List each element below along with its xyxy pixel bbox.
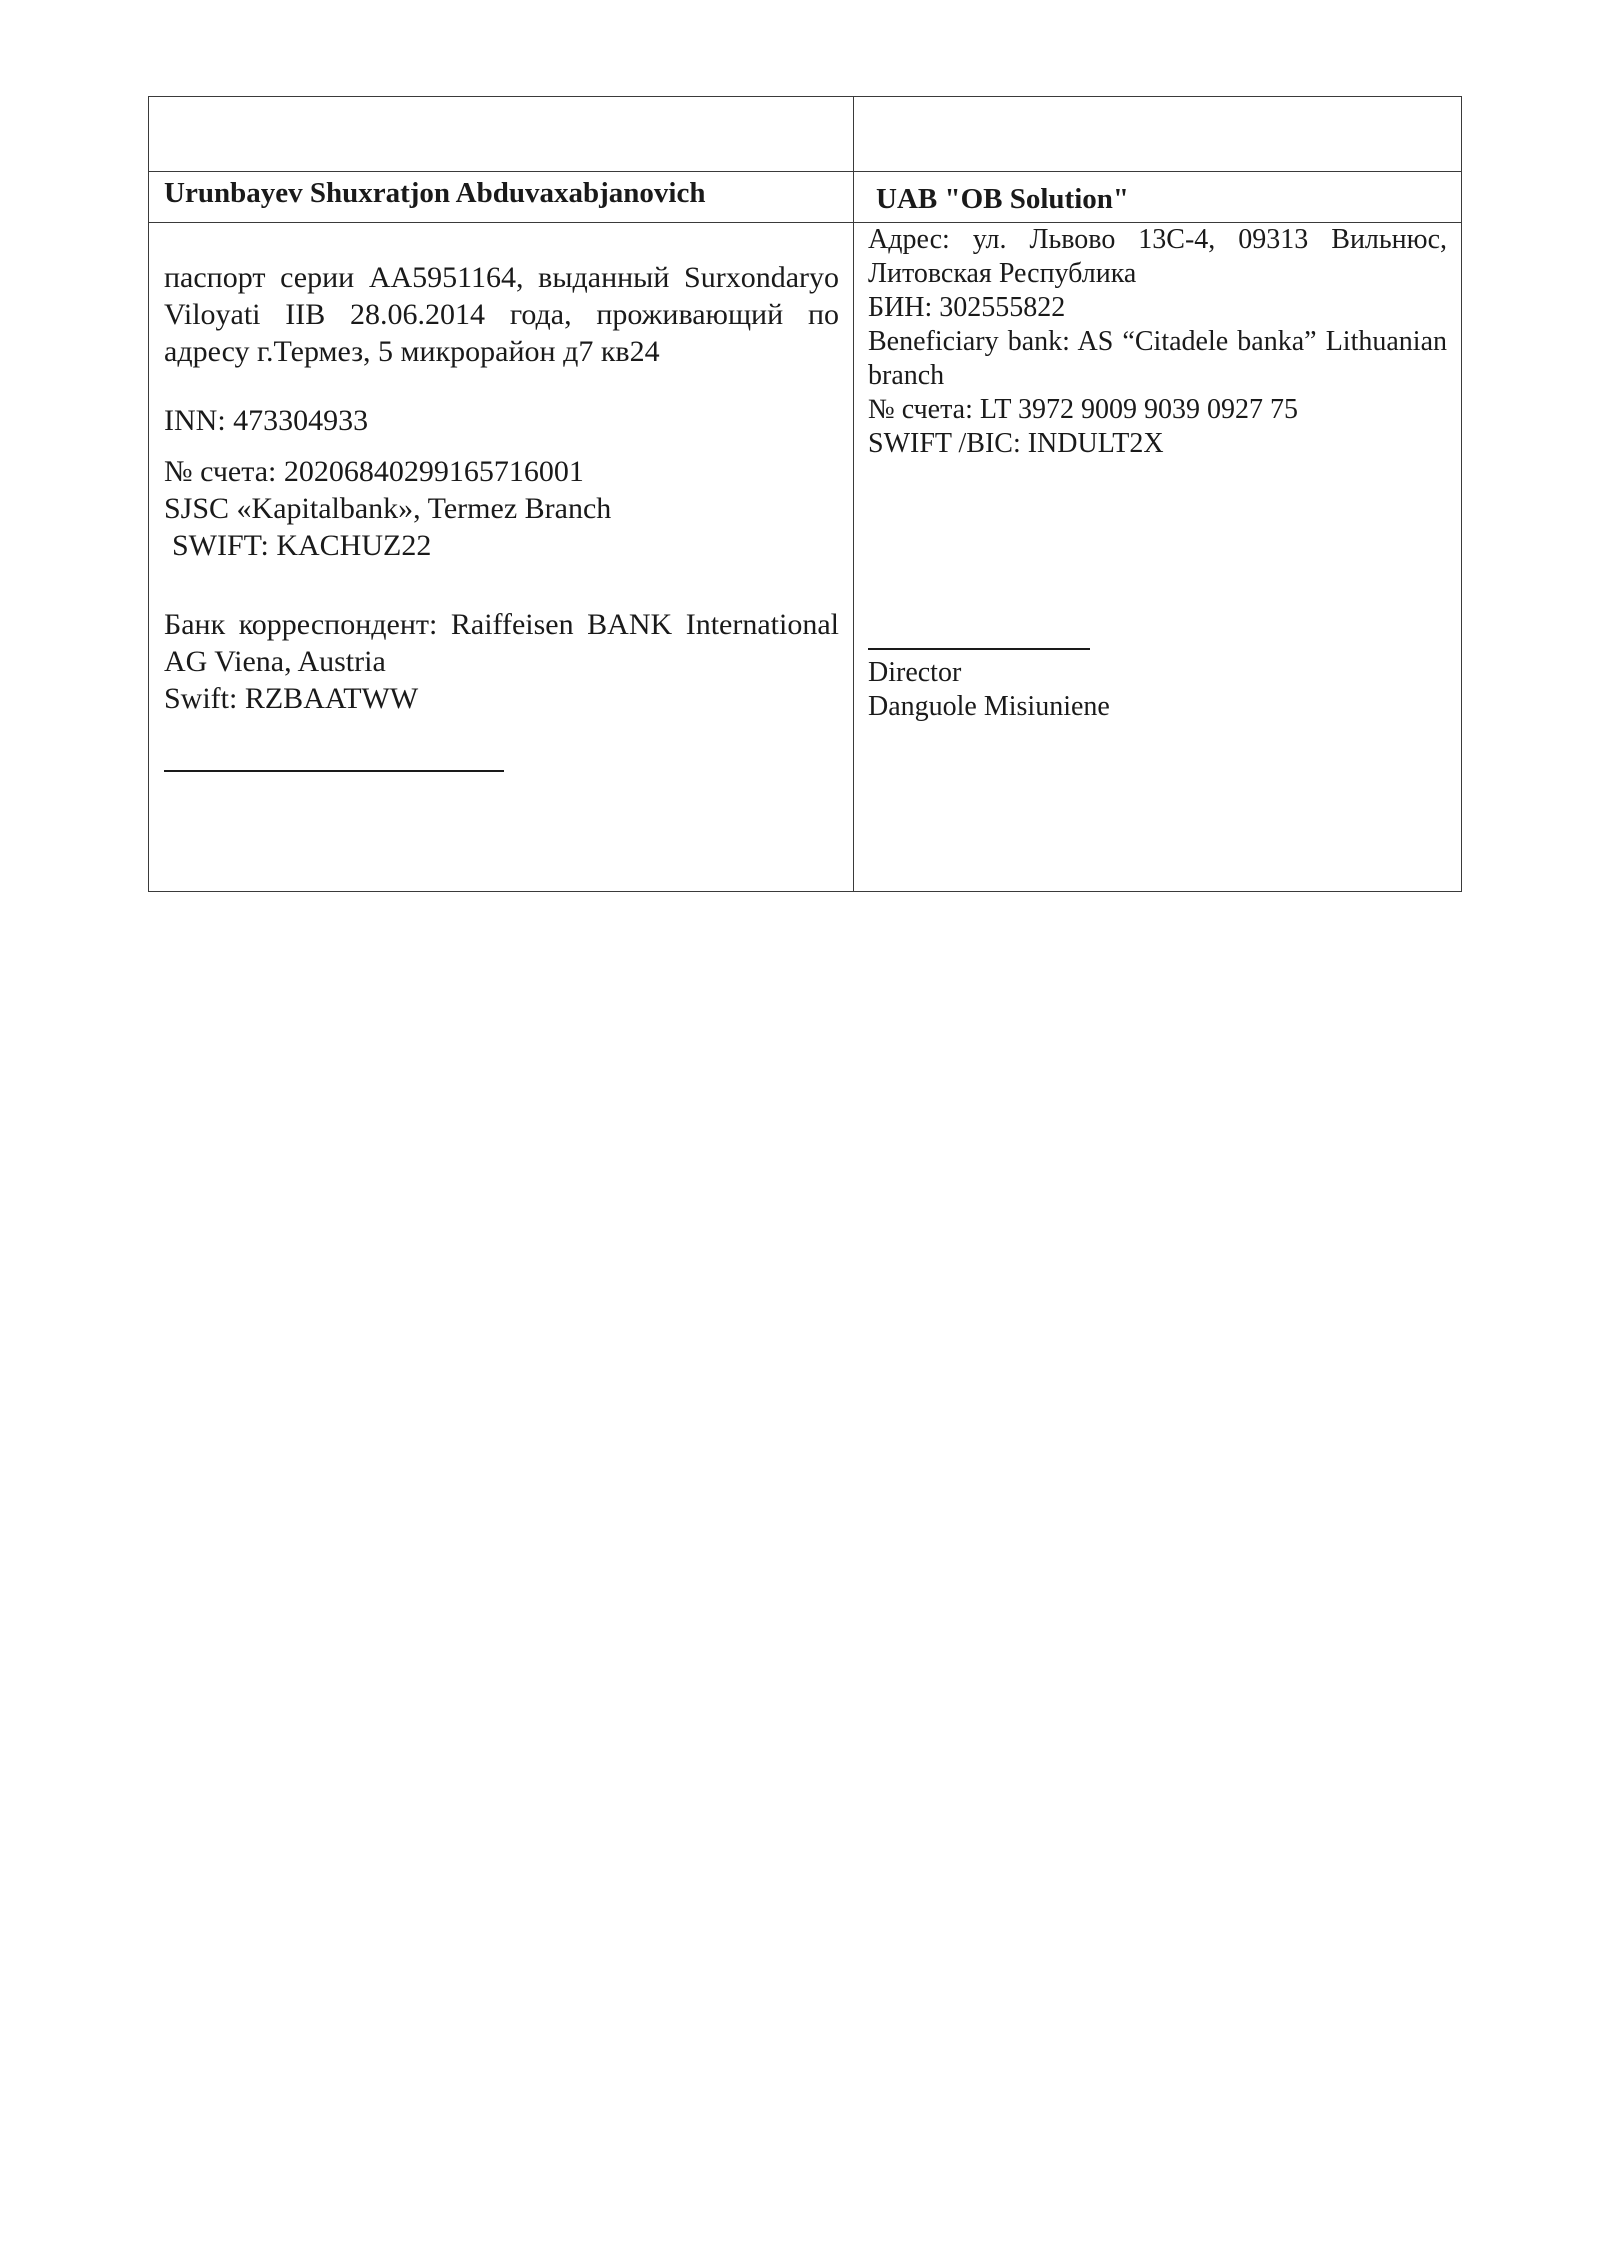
inn-number: INN: 473304933 — [164, 404, 369, 437]
empty-cell-left — [149, 97, 854, 172]
correspondent-swift: Swift: RZBAATWW — [164, 682, 419, 715]
signatory-title: Director — [868, 657, 962, 688]
right-address: Адрес: ул. Львово 13С-4, 09313 Вильнюс, Литовская Республика — [868, 224, 1447, 289]
left-swift-code: SWIFT: KACHUZ22 — [172, 529, 432, 562]
beneficiary-bank: Beneficiary bank: AS “Citadele banka” Lithuanian branch — [868, 326, 1447, 391]
left-account-number: № счета: 20206840299165716001 — [164, 455, 584, 488]
left-party-details-cell — [149, 223, 854, 892]
right-signature-line — [868, 647, 1090, 650]
party-names-row — [149, 172, 1462, 223]
bin-number: БИН: 302555822 — [868, 292, 1066, 323]
correspondent-bank: Банк корреспондент: Raiffeisen BANK International AG Viena, Austria — [164, 608, 839, 678]
signatory-name: Danguole Misiuniene — [868, 691, 1110, 722]
left-party-name: Urunbayev Shuxratjon Abduvaxabjanovich — [164, 177, 706, 209]
right-party-name: UAB "OB Solution" — [876, 183, 1129, 215]
left-signature-line — [164, 769, 504, 772]
party-details-row — [149, 223, 1462, 892]
right-account-number: № счета: LT 3972 9009 9039 0927 75 — [868, 394, 1299, 425]
left-bank-name: SJSC «Kapitalbank», Termez Branch — [164, 492, 612, 525]
requisites-table — [148, 96, 1462, 892]
passport-details: паспорт серии AA5951164, выданный Surxondaryo Viloyati IIB 28.06.2014 года, проживающий по адресу г.Термез, 5 микрорайон д7 кв24 — [164, 261, 839, 368]
right-party-details-cell — [854, 223, 1462, 892]
right-party-name-cell — [854, 172, 1462, 223]
empty-header-row — [149, 97, 1462, 172]
right-swift-code: SWIFT /BIC: INDULT2X — [868, 428, 1164, 459]
empty-cell-right — [854, 97, 1462, 172]
left-party-name-cell — [149, 172, 854, 223]
